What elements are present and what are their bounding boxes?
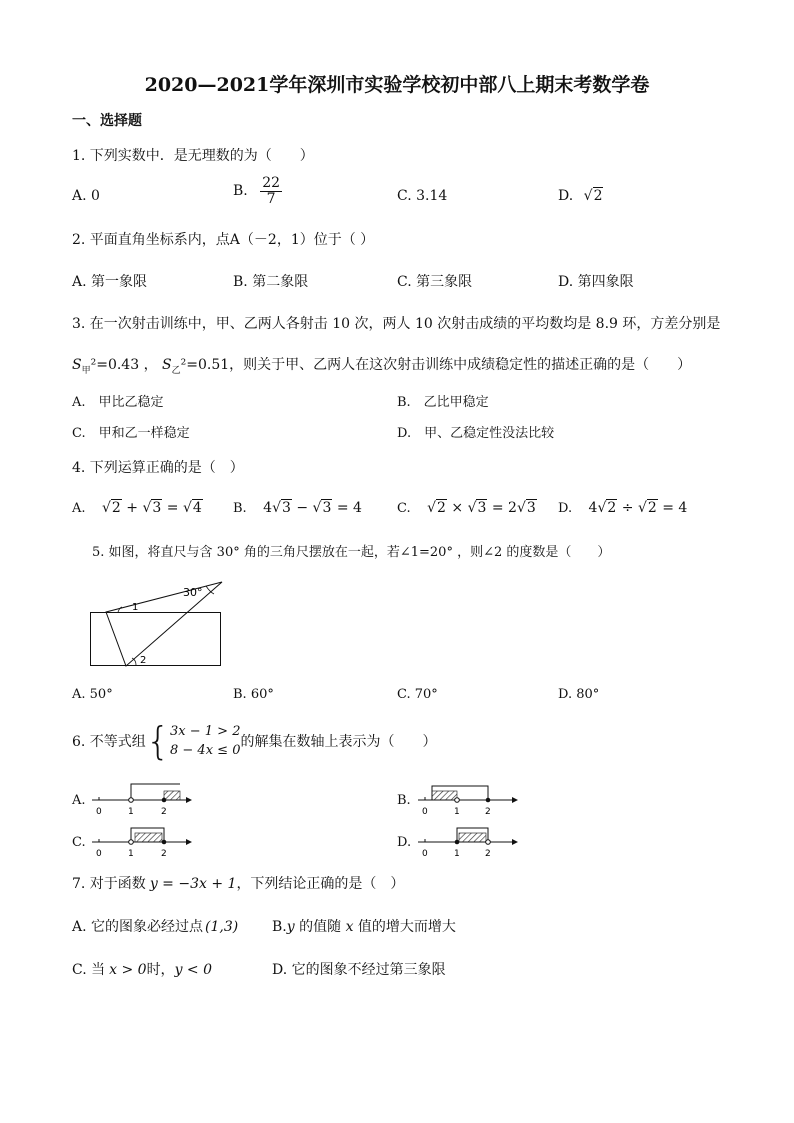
q7-option-b-label: B. — [272, 919, 287, 935]
q7-option-a-point: (1,3) — [205, 919, 239, 935]
q5-stem: 5. 如图，将直尺与含 30° 角的三角尺摆放在一起，若∠1=20° ，则∠2 的度数是（ ） — [92, 545, 611, 560]
q2-stem: 2. 平面直角坐标系内，点A（－2，1）位于（ ） — [72, 232, 375, 248]
q4-option-a-label: A. — [72, 501, 86, 516]
radicand: 3 — [526, 500, 536, 516]
tick-label: 2 — [161, 807, 167, 817]
q7-option-a — [72, 916, 238, 936]
radicand: 2 — [607, 500, 617, 516]
q3-variance-yi: ²=0.51，则关于甲、乙两人在这次射击训练中成绩稳定性的描述正确的是（ ） — [180, 357, 692, 373]
q1-b-numerator: 22 — [262, 175, 281, 191]
q3-subscript-jia: 甲 — [81, 365, 91, 376]
q6-number-line-a — [88, 780, 192, 818]
q7-option-d: D. 它的图象不经过第三象限 — [272, 962, 446, 978]
q3-variance-symbol-yi: S — [162, 357, 172, 373]
q6-number-line-c — [88, 822, 192, 860]
radicand: 2 — [437, 500, 446, 516]
sqrt-sign: √ — [101, 500, 111, 516]
tick-label: 2 — [161, 849, 167, 859]
coefficient: 4 — [263, 500, 273, 516]
angle-2-arc — [132, 658, 136, 665]
page-title: 2020—2021学年深圳市实验学校初中部八上期末考数学卷 — [144, 74, 650, 96]
ruler-triangle-figure — [86, 576, 226, 672]
inequality-1: 3x − 1 > 2 — [170, 724, 241, 739]
sqrt-sign: √ — [427, 500, 436, 516]
sqrt-sign: √ — [142, 500, 152, 516]
q4-option-d — [558, 500, 687, 516]
q6-option-d-label: D. — [397, 835, 412, 850]
q7-option-b-mid: 的值随 — [294, 919, 346, 935]
sqrt-sign: √ — [467, 500, 477, 516]
q3-stem-line1: 3. 在一次射击训练中，甲、乙两人各射击 10 次，两人 10 次射击成绩的平均数均是 8.9 环，方差分别是 — [72, 316, 721, 332]
q7-option-b-suffix: 值的增大而增大 — [353, 919, 456, 935]
tick-label: 1 — [128, 849, 134, 859]
coefficient: 4 — [588, 500, 598, 516]
sqrt-sign: √ — [272, 500, 281, 516]
q5-option-c: C. 70° — [397, 687, 438, 702]
q6-option-b-label: B. — [397, 793, 411, 808]
q5-option-a: A. 50° — [72, 687, 113, 702]
tick-label: 1 — [128, 807, 134, 817]
q2-option-a: A. 第一象限 — [72, 274, 148, 290]
q7-option-c-label: C. 当 — [72, 962, 106, 978]
q1-option-b-label: B. — [233, 183, 248, 200]
q5-option-d: D. 80° — [558, 687, 600, 702]
operator: + — [121, 500, 143, 516]
angle-1-label: 1 — [132, 602, 139, 613]
q7-option-c — [72, 959, 212, 979]
radicand: 3 — [477, 500, 487, 516]
q4-stem: 4. 下列运算正确的是（ ） — [72, 460, 244, 476]
q7-stem-prefix: 7. 对于函数 — [72, 876, 146, 892]
q1-option-c: C. 3.14 — [397, 188, 448, 204]
q7-option-a-text: A. 它的图象必经过点 — [72, 919, 204, 935]
var-y: y — [286, 919, 295, 935]
operator: = — [162, 500, 183, 516]
q6-number-line-d — [414, 822, 518, 860]
var-x: x — [345, 919, 354, 935]
q3-variance-jia: ²=0.43 ， — [90, 357, 158, 373]
q1-d-radicand: 2 — [593, 188, 603, 204]
q7-option-b — [272, 916, 456, 936]
q1-b-denominator: 7 — [266, 190, 276, 207]
q6-option-c-label: C. — [72, 835, 86, 850]
sqrt-sign: √ — [516, 500, 526, 516]
q1-option-d-label: D. — [558, 188, 574, 204]
sqrt-sign: √ — [597, 500, 607, 516]
q6-stem-prefix: 6. 不等式组 — [72, 734, 146, 750]
result: = 2 — [487, 500, 517, 516]
ruler — [91, 613, 221, 666]
q7-stem — [72, 873, 404, 893]
tick-label: 1 — [454, 849, 460, 859]
q6-option-a-label: A. — [72, 793, 86, 808]
q4-option-c-label: C. — [397, 501, 411, 516]
q3-option-c: C. 甲和乙一样稳定 — [72, 426, 190, 441]
inequality-system — [170, 722, 240, 760]
radicand: 2 — [111, 500, 121, 516]
q2-option-c: C. 第三象限 — [397, 274, 473, 290]
brace-icon: { — [145, 719, 170, 763]
sqrt-sign: √ — [182, 500, 192, 516]
q3-subscript-yi: 乙 — [171, 365, 181, 376]
inequality-2: 8 − 4x ≤ 0 — [170, 743, 241, 758]
q6-number-line-b — [414, 780, 518, 818]
radicand: 2 — [647, 500, 657, 516]
result: = 4 — [332, 500, 362, 516]
q4-option-c — [397, 500, 537, 516]
operator: × — [446, 500, 468, 516]
sqrt-sign: √ — [637, 500, 647, 516]
tick-label: 0 — [96, 807, 102, 817]
section-heading: 一、选择题 — [72, 113, 142, 129]
radicand: 3 — [322, 500, 332, 516]
radicand: 4 — [192, 500, 202, 516]
angle-2-label: 2 — [140, 655, 147, 666]
q4-option-d-label: D. — [558, 501, 573, 516]
q1-option-a: A. 0 — [72, 188, 100, 204]
q3-option-a: A. 甲比乙稳定 — [72, 395, 164, 410]
q2-option-b: B. 第二象限 — [233, 274, 309, 290]
triangle-ruler — [106, 582, 222, 666]
angle-30-label: 30° — [183, 586, 203, 599]
q3-option-b: B. 乙比甲稳定 — [397, 395, 489, 410]
tick-label: 1 — [454, 807, 460, 817]
q7-option-c-condition-1: x > 0 — [109, 962, 147, 978]
q1-option-d: D. √2 — [558, 188, 603, 204]
sqrt-sign: √ — [312, 500, 322, 516]
radicand: 3 — [281, 500, 291, 516]
q7-function: y = −3x + 1 — [149, 876, 237, 892]
q1-option-b-fraction — [260, 176, 282, 206]
tick-label: 0 — [96, 849, 102, 859]
q3-variance-symbol-jia: S — [72, 357, 82, 373]
q4-option-a — [72, 500, 203, 516]
q4-option-b-label: B. — [233, 501, 247, 516]
q2-option-d: D. 第四象限 — [558, 274, 634, 290]
operator: − — [291, 500, 313, 516]
q7-option-c-mid: 时， — [146, 962, 175, 978]
q7-option-c-condition-2: y < 0 — [174, 962, 213, 978]
result: = 4 — [657, 500, 688, 516]
q7-stem-suffix: ，下列结论正确的是（ ） — [236, 876, 405, 892]
q4-option-b — [233, 500, 362, 516]
q3-stem-line2 — [72, 354, 691, 376]
radicand: 3 — [152, 500, 162, 516]
q6-stem — [72, 719, 437, 763]
q5-option-b: B. 60° — [233, 687, 274, 702]
q6-stem-suffix: 的解集在数轴上表示为（ ） — [240, 734, 437, 750]
operator: ÷ — [617, 500, 638, 516]
tick-label: 0 — [422, 849, 428, 859]
tick-label: 2 — [485, 807, 491, 817]
q1-stem: 1. 下列实数中．是无理数的为（ ） — [72, 148, 314, 164]
q3-option-d: D. 甲、乙稳定性没法比较 — [397, 426, 555, 441]
tick-label: 0 — [422, 807, 428, 817]
q1-option-b — [233, 176, 282, 206]
tick-label: 2 — [485, 849, 491, 859]
